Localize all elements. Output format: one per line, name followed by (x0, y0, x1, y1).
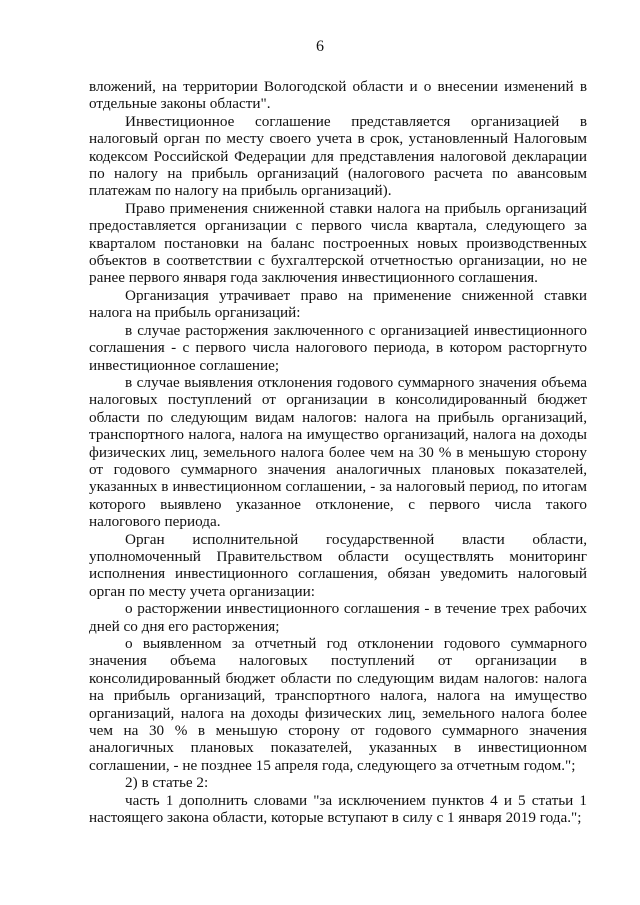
paragraph: часть 1 дополнить словами "за исключением пунктов 4 и 5 статьи 1 настоящего закона области, которые вступают в силу с 1 января 2019 года."; (89, 791, 587, 827)
page-number: 6 (316, 38, 324, 55)
paragraph: в случае выявления отклонения годового суммарного значения объема налоговых поступлений от организации в консолидированный бюджет области по следующим видам налогов: налога на прибыль организаций, транспортного налога, налога на имущество организаций, налога на доходы физических лиц, земельного налога более чем на 30 % в меньшую сторону от годового суммарного значения аналогичных плановых показателей, указанных в инвестиционном соглашении, - за налоговый период, по итогам которого выявлено указанное отклонение, с первого числа такого налогового периода. (89, 373, 587, 531)
paragraph: Право применения сниженной ставки налога на прибыль организаций предоставляется организации с первого числа квартала, следующего за кварталом постановки на баланс построенных новых производственных объектов в соответствии с бухгалтерской отчетностью организации, но не ранее первого января года заключения инвестиционного соглашения. (89, 199, 587, 287)
paragraph: Инвестиционное соглашение представляется организацией в налоговый орган по месту своего учета в срок, установленный Налоговым кодексом Российской Федерации для представления налоговой декларации по налогу на прибыль организаций (налогового расчета по авансовым платежам по налогу на прибыль организаций). (89, 112, 587, 200)
paragraph: в случае расторжения заключенного с организацией инвестиционного соглашения - с первого числа налогового периода, в котором расторгнуто инвестиционное соглашение; (89, 321, 587, 374)
paragraph: вложений, на территории Вологодской области и о внесении изменений в отдельные законы области". (89, 78, 587, 113)
paragraph: 2) в статье 2: (125, 774, 209, 792)
paragraph: Организация утрачивает право на применение сниженной ставки налога на прибыль организаций: (89, 286, 587, 322)
paragraph: Орган исполнительной государственной власти области, уполномоченный Правительством области осуществлять мониторинг исполнения инвестиционного соглашения, обязан уведомить налоговый орган по месту учета организации: (89, 530, 587, 600)
paragraph: о выявленном за отчетный год отклонении годового суммарного значения объема налоговых поступлений от организации в консолидированный бюджет области по следующим видам налогов: налога на прибыль организаций, транспортного налога, налога на имущество организаций, налога на доходы физических лиц, земельного налога более чем на 30 % в меньшую сторону от годового суммарного значения аналогичных плановых показателей, указанных в инвестиционном соглашении, - не позднее 15 апреля года, следующего за отчетным годом."; (89, 635, 587, 774)
document-body (89, 78, 587, 826)
paragraph: о расторжении инвестиционного соглашения - в течение трех рабочих дней со дня его расторжения; (89, 600, 587, 635)
